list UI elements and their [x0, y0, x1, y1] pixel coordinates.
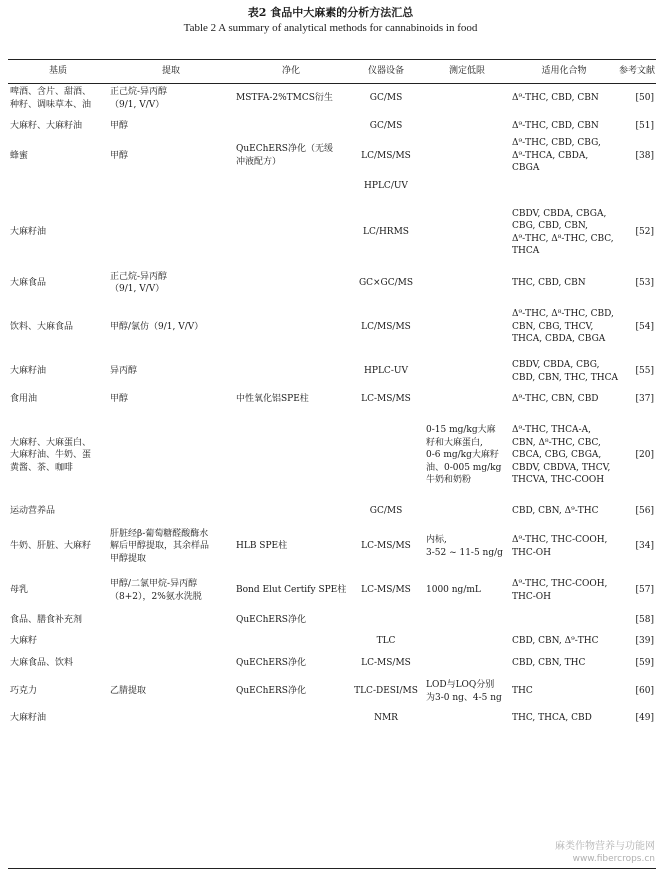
cell-reference: [37]: [635, 394, 654, 405]
cell-cleanup: [234, 300, 348, 355]
cell-lod: [424, 82, 510, 115]
bottom-rule: [8, 868, 656, 869]
cell-reference: [618, 175, 656, 199]
cell-compounds: Δ⁹-THC, THC-COOH, THC-OH: [512, 579, 608, 602]
methods-table: [8, 60, 656, 729]
cell-compounds: CBD, CBN, THC: [512, 658, 586, 669]
header-cleanup: 净化: [281, 65, 300, 76]
cell-compounds: [510, 611, 618, 631]
cell-compounds: Δ⁹-THC, CBD, CBN: [512, 93, 599, 104]
table-row: [8, 199, 656, 267]
cell-cleanup: QuEChERS净化: [236, 658, 306, 669]
cell-cleanup: [234, 199, 348, 267]
cell-extraction: 乙腈提取: [110, 686, 147, 697]
cell-lod: [424, 653, 510, 675]
cell-lod: [424, 175, 510, 199]
cell-instrument: LC-MS/MS: [361, 658, 411, 669]
cell-reference: [55]: [635, 366, 654, 377]
cell-matrix: 蜂蜜: [10, 150, 29, 161]
cell-matrix: 大麻籽油: [10, 227, 47, 238]
table-row: [8, 709, 656, 729]
cell-matrix: 大麻食品: [10, 277, 47, 288]
cell-instrument: [348, 411, 424, 501]
cell-extraction: 异丙醇: [110, 366, 138, 377]
cell-reference: [53]: [635, 277, 654, 288]
table-row: [8, 300, 656, 355]
cell-lod: [424, 137, 510, 175]
cell-reference: [51]: [635, 120, 654, 131]
cell-instrument: TLC: [376, 636, 396, 647]
header-row: [8, 60, 656, 82]
cell-extraction: 正己烷-异丙醇 （9/1, V/V）: [110, 271, 168, 294]
cell-instrument: GC/MS: [369, 93, 403, 104]
cell-cleanup: [234, 355, 348, 389]
cell-extraction: [108, 611, 234, 631]
table-title-english: Table 2 A summary of analytical methods for cannabinoids in food: [183, 22, 478, 34]
cell-instrument: TLC-DESI/MS: [354, 686, 418, 697]
cell-reference: [60]: [635, 686, 654, 697]
cell-lod: [424, 300, 510, 355]
cell-reference: [59]: [635, 658, 654, 669]
cell-lod: [424, 355, 510, 389]
table-title-chinese: 表2 食品中大麻素的分析方法汇总: [247, 6, 414, 19]
cell-compounds: [510, 175, 618, 199]
table-row: [8, 115, 656, 137]
cell-reference: [49]: [635, 713, 654, 724]
cell-extraction: [108, 653, 234, 675]
cell-reference: [20]: [635, 450, 654, 461]
cell-instrument: GC/MS: [369, 506, 403, 517]
cell-instrument: HPLC/UV: [364, 181, 408, 192]
cell-extraction: 肝脏经β-葡萄糖醛酸酶水 解后甲醇提取，其余样品 甲醇提取: [110, 528, 210, 564]
table-row: [8, 611, 656, 631]
cell-lod: [424, 631, 510, 653]
cell-compounds: Δ⁹-THC, Δ⁸-THC, CBD, CBN, CBG, THCV, THCA, CBDA, CBGA: [512, 309, 614, 345]
cell-matrix: 大麻籽、大麻蛋白、 大麻籽油、牛奶、蛋 黄酱、茶、咖啡: [10, 437, 92, 473]
cell-instrument: LC/HRMS: [363, 227, 409, 238]
cell-reference: [39]: [635, 636, 654, 647]
table-row: [8, 175, 656, 199]
header-matrix: 基质: [48, 65, 67, 76]
cell-matrix: 大麻籽油: [10, 366, 47, 377]
cell-compounds: THC, CBD, CBN: [512, 277, 586, 288]
cell-compounds: THC, THCA, CBD: [512, 713, 592, 724]
cell-compounds: CBD, CBN, Δ⁹-THC: [512, 636, 599, 647]
cell-extraction: 甲醇/二氯甲烷-异丙醇 （8+2），2%氨水洗脱: [110, 579, 202, 602]
table-row: [8, 653, 656, 675]
cell-compounds: CBDV, CBDA, CBG, CBD, CBN, THC, THCA: [512, 360, 619, 383]
table-row: [8, 82, 656, 115]
cell-lod: [424, 267, 510, 300]
watermark: [555, 841, 655, 865]
cell-reference: [58]: [635, 615, 654, 626]
cell-extraction: 甲醇: [110, 120, 129, 131]
cell-matrix: 食品、膳食补充剂: [10, 615, 83, 626]
table-row: [8, 571, 656, 611]
cell-instrument: GC×GC/MS: [358, 277, 414, 288]
cell-compounds: Δ⁹-THC, THC-COOH, THC-OH: [512, 535, 608, 558]
cell-instrument: LC/MS/MS: [361, 150, 411, 161]
cell-extraction: 正己烷-异丙醇 （9/1, V/V）: [110, 87, 168, 110]
cell-matrix: 大麻籽油: [10, 713, 47, 724]
table-row: [8, 389, 656, 411]
cell-reference: [38]: [635, 150, 654, 161]
table-row: [8, 355, 656, 389]
cell-reference: [34]: [635, 541, 654, 552]
header-reference: 参考文献: [618, 65, 655, 76]
cell-reference: [54]: [635, 321, 654, 332]
cell-lod: 1000 ng/mL: [426, 585, 481, 596]
cell-lod: [424, 389, 510, 411]
cell-matrix: 大麻籽: [10, 636, 38, 647]
cell-reference: [57]: [635, 585, 654, 596]
cell-matrix: 运动营养品: [10, 506, 56, 517]
cell-extraction: [108, 411, 234, 501]
cell-cleanup: QuEChERS净化（无缓 冲液配方）: [236, 144, 333, 167]
cell-cleanup: 中性氧化铝SPE柱: [236, 394, 309, 405]
cell-compounds: THC: [512, 686, 533, 697]
cell-extraction: [108, 501, 234, 523]
cell-cleanup: [234, 115, 348, 137]
cell-cleanup: MSTFA-2%TMCS衍生: [236, 93, 333, 104]
cell-reference: [50]: [635, 93, 654, 104]
cell-compounds: Δ⁹-THC, THCA-A, CBN, Δ⁸-THC, CBC, CBCA, CBG, CBGA, CBDV, CBDVA, THCV, THCVA, THC-COOH: [512, 425, 611, 486]
cell-cleanup: QuEChERS净化: [236, 686, 306, 697]
header-compounds: 适用化合物: [541, 65, 587, 76]
cell-reference: [56]: [635, 506, 654, 517]
cell-compounds: CBDV, CBDA, CBGA, CBG, CBD, CBN, Δ⁹-THC, Δ⁸-THC, CBC, THCA: [512, 208, 614, 256]
cell-lod: [424, 115, 510, 137]
cell-reference: [52]: [635, 227, 654, 238]
cell-extraction: [108, 175, 234, 199]
cell-instrument: LC-MS/MS: [361, 394, 411, 405]
header-lod: 测定低限: [448, 65, 485, 76]
cell-extraction: 甲醇/氯仿（9/1, V/V）: [110, 321, 204, 332]
watermark-url: www.fibercrops.cn: [572, 854, 655, 864]
cell-matrix: 巧克力: [10, 686, 38, 697]
cell-extraction: [108, 709, 234, 729]
cell-matrix: 母乳: [10, 585, 29, 596]
cell-instrument: GC/MS: [369, 120, 403, 131]
cell-compounds: Δ⁹-THC, CBN, CBD: [512, 394, 599, 405]
cell-extraction: 甲醇: [110, 394, 129, 405]
cell-cleanup: [234, 631, 348, 653]
table-row: [8, 501, 656, 523]
cell-compounds: Δ⁹-THC, CBD, CBN: [512, 120, 599, 131]
cell-extraction: 甲醇: [110, 150, 129, 161]
cell-cleanup: Bond Elut Certify SPE柱: [236, 585, 347, 596]
cell-instrument: [348, 611, 424, 631]
cell-lod: [424, 199, 510, 267]
table-row: [8, 411, 656, 501]
cell-instrument: NMR: [374, 713, 398, 724]
cell-lod: 内标, 3-52 ~ 11-5 ng/g: [426, 535, 503, 558]
table-row: [8, 137, 656, 175]
cell-instrument: LC-MS/MS: [361, 541, 411, 552]
table-row: [8, 631, 656, 653]
cell-extraction: [108, 631, 234, 653]
cell-cleanup: [234, 411, 348, 501]
cell-matrix: 大麻籽、大麻籽油: [10, 120, 83, 131]
cell-compounds: Δ⁹-THC, CBD, CBG, Δ⁹-THCA, CBDA, CBGA: [512, 138, 601, 173]
table-row: [8, 675, 656, 709]
cell-lod: [424, 611, 510, 631]
cell-matrix: 大麻食品、饮料: [10, 658, 74, 669]
table-row: [8, 267, 656, 300]
cell-lod: 0-15 mg/kg大麻 籽和大麻蛋白, 0-6 mg/kg大麻籽 油、0-005 mg/kg 牛奶和奶粉: [426, 425, 502, 486]
cell-cleanup: [234, 709, 348, 729]
cell-matrix: 啤酒、含片、甜酒、 种籽、调味草本、油: [10, 87, 92, 110]
cell-cleanup: HLB SPE柱: [236, 541, 288, 552]
cell-lod: [424, 501, 510, 523]
header-instrument: 仪器设备: [367, 65, 404, 76]
cell-matrix: 牛奶、肝脏、大麻籽: [10, 541, 92, 552]
cell-matrix: [8, 175, 108, 199]
cell-cleanup: [234, 267, 348, 300]
cell-instrument: LC-MS/MS: [361, 585, 411, 596]
watermark-name: 麻类作物营养与功能网: [555, 841, 655, 852]
cell-matrix: 食用油: [10, 394, 38, 405]
cell-matrix: 饮料、大麻食品: [10, 321, 74, 332]
cell-compounds: CBD, CBN, Δ⁹-THC: [512, 506, 599, 517]
cell-lod: LOD与LOQ分别 为3-0 ng、4-5 ng: [426, 680, 502, 703]
cell-cleanup: QuEChERS净化: [236, 615, 306, 626]
cell-instrument: HPLC-UV: [364, 366, 408, 377]
cell-cleanup: [234, 501, 348, 523]
header-extraction: 提取: [161, 65, 180, 76]
cell-cleanup: [234, 175, 348, 199]
table-row: [8, 523, 656, 571]
cell-extraction: [108, 199, 234, 267]
cell-instrument: LC/MS/MS: [361, 321, 411, 332]
cell-lod: [424, 709, 510, 729]
